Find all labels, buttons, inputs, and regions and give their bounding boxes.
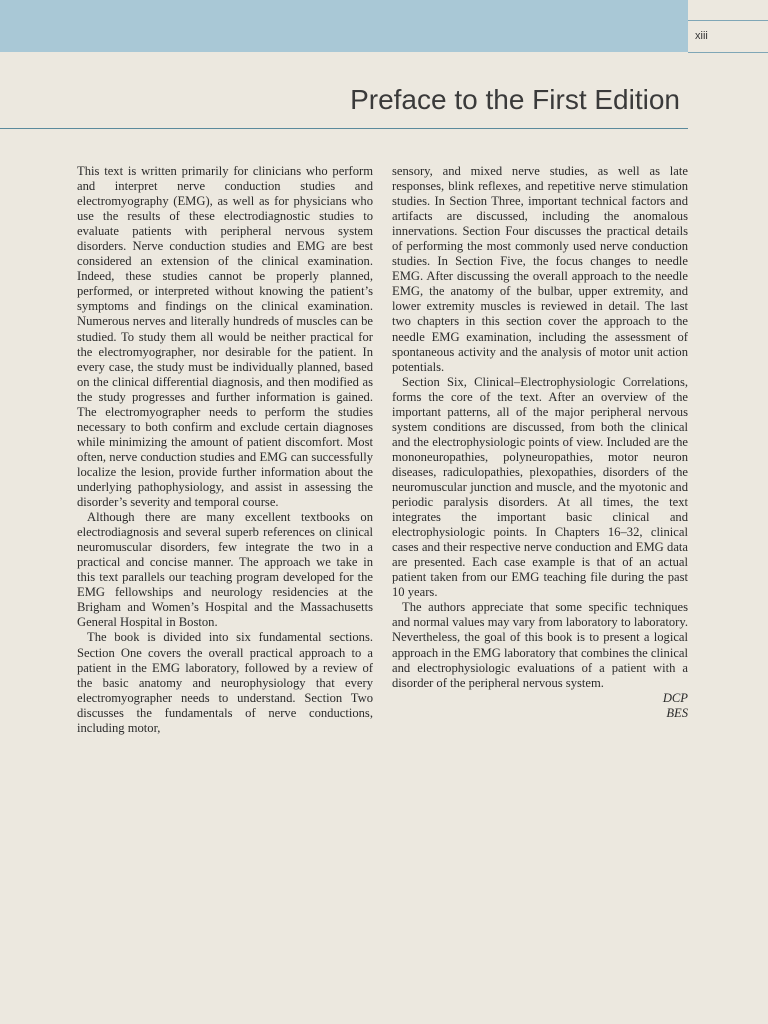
- tab-divider-top: [688, 20, 768, 21]
- left-column: [77, 164, 373, 736]
- tab-divider-bottom: [688, 52, 768, 53]
- paragraph: Although there are many excellent textbooks on electrodiagnosis and several superb references on clinical neuromuscular disorders, few integrate the two in a practical and concise manner. The approach we take in this text parallels our teaching program developed for the EMG fellowships and neurology residencies at the Brigham and Women’s Hospital and the Massachusetts General Hospital in Boston.: [77, 510, 373, 630]
- right-column: [392, 164, 688, 721]
- author-initials: DCP: [662, 690, 688, 705]
- page-title: Preface to the First Edition: [350, 84, 680, 115]
- page-number: xiii: [695, 30, 708, 42]
- paragraph: This text is written primarily for clinicians who perform and interpret nerve conduction studies and electromyography (EMG), as well as for physicians who use the results of these electrodiagnostic studies to evaluate patients with peripheral nervous system disorders. Nerve conduction studies and EMG are best considered an extension of the clinical examination. Indeed, these studies cannot be properly planned, performed, or interpreted without knowing the patient’s symptoms and findings on the clinical examination. Numerous nerves and literally hundreds of muscles can be studied. To study them all would be neither practical for the electromyographer, nor desirable for the patient. In every case, the study must be individually planned, based on the clinical differential diagnosis, and then modified as the study progresses and further information is gained. The electromyographer needs to perform the studies necessary to both confirm and exclude certain diagnoses while minimizing the amount of patient discomfort. Most often, nerve conduction studies and EMG can successfully localize the lesion, provide further information about the underlying pathophysiology, and assist in assessing the disorder’s severity and temporal course.: [77, 164, 373, 510]
- paragraph: sensory, and mixed nerve studies, as well as late responses, blink reflexes, and repetitive nerve stimulation studies. In Section Three, important technical factors and artifacts are discussed, including the anomalous innervations. Section Four discusses the practical details of performing the most commonly used nerve conduction studies. In Section Five, the focus changes to needle EMG. After discussing the overall approach to the needle EMG, the anatomy of the bulbar, upper extremity, and lower extremity muscles is reviewed in detail. The last two chapters in this section cover the approach to the needle EMG examination, including the assessment of spontaneous activity and the analysis of motor unit action potentials.: [392, 164, 688, 374]
- author-initials: BES: [666, 705, 688, 720]
- header-band: [0, 0, 688, 52]
- paragraph: The authors appreciate that some specific techniques and normal values may vary from laboratory to laboratory. Nevertheless, the goal of this book is to present a logical approach in the EMG laboratory that combines the clinical and electrophysiologic evaluations of a patient with a disorder of the peripheral nervous system.: [392, 600, 688, 690]
- paragraph: The book is divided into six fundamental sections. Section One covers the overall practical approach to a patient in the EMG laboratory, followed by a review of the basic anatomy and neurophysiology that every electromyographer needs to understand. Section Two discusses the fundamentals of nerve conductions, including motor,: [77, 630, 373, 735]
- title-rule: [0, 128, 688, 129]
- page-number-tab: [688, 0, 768, 52]
- paragraph: Section Six, Clinical–Electrophysiologic Correlations, forms the core of the text. After an overview of the important patterns, all of the major peripheral nervous system conditions are discussed, from both the clinical and the electrophysiologic points of view. Included are the mononeuropathies, polyneuropathies, motor neuron diseases, radiculopathies, plexopathies, disorders of the neuromuscular junction and muscle, and the myotonic and periodic paralysis disorders. At all times, the text integrates the important basic clinical and electrophysiologic points. In Chapters 16–32, clinical cases and their respective nerve conduction and EMG data are presented. Each case example is that of an actual patient taken from our EMG teaching file during the past 10 years.: [392, 374, 688, 600]
